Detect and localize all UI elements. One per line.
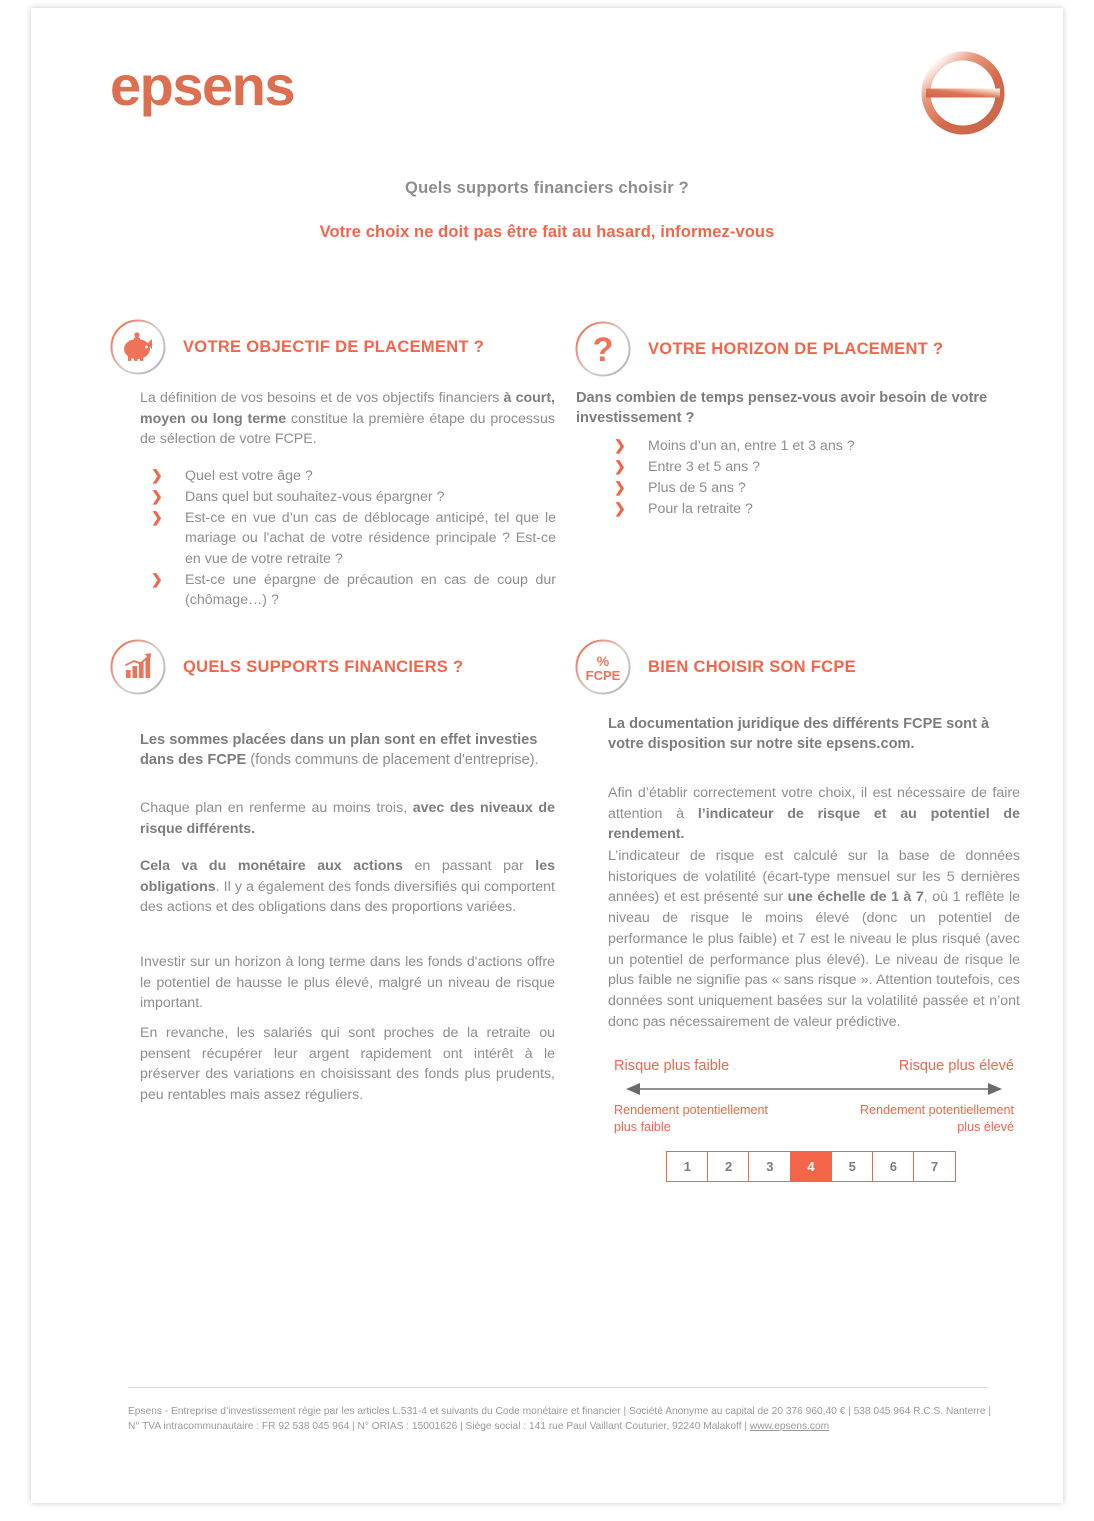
fcpe-p3-start: L’indicateur de risque est calculé sur la base de données historiques de volatilité (écart-type mensuel sur les 5 dernières années) et est présenté sur — [608, 848, 1020, 906]
section-title-objectif: VOTRE OBJECTIF DE PLACEMENT ? — [183, 337, 485, 356]
risk-level-4-selected[interactable]: 4 — [790, 1151, 833, 1182]
document-page — [31, 8, 1063, 1503]
supports-p3-bold2: les obligations — [140, 858, 555, 895]
supports-lead-text — [140, 730, 555, 771]
supports-p5-text: En revanche, les salariés qui sont proches de la retraite ou pensent récupérer leur argent rapidement ont intérêt à le préserver des variations en choisissant des fonds plus prudents, peu rentables mais assez réguliers. — [140, 1025, 555, 1104]
risk-scale-arrow-icon — [626, 1080, 1002, 1098]
piggy-bank-icon — [109, 318, 167, 376]
risk-sublabel-high: Rendement potentiellement plus élevé — [859, 1103, 1014, 1134]
list-item — [151, 487, 556, 507]
section-title-fcpe: BIEN CHOISIR SON FCPE — [648, 657, 856, 676]
risk-scale-widget — [614, 1058, 1014, 1182]
objectif-intro-after: constitue la première étape du processus de sélection de votre FCPE. — [140, 410, 556, 448]
objectif-intro-paragraph — [140, 388, 555, 450]
supports-p4-text: Investir sur un horizon à long terme dans les fonds d'actions offre le potentiel de hausse le plus élevé, malgré un niveau de risque important. — [140, 954, 555, 1012]
chevron-right-icon: ❯ — [151, 570, 163, 587]
fcpe-paragraph-3 — [608, 846, 1020, 1033]
section-title-horizon: VOTRE HORIZON DE PLACEMENT ? — [648, 339, 944, 358]
supports-lead-rest: (fonds communs de placement d'entreprise). — [246, 752, 539, 769]
section-header-objectif — [109, 318, 484, 376]
supports-paragraph-2 — [140, 798, 555, 839]
svg-text:%: % — [596, 653, 610, 669]
objectif-intro-before: La définition de vos besoins et de vos objectifs financiers — [140, 390, 504, 406]
svg-text:?: ? — [592, 331, 614, 369]
supports-paragraph-4 — [140, 952, 555, 1014]
horizon-lead-text: Dans combien de temps pensez-vous avoir besoin de votre investissement ? — [576, 390, 988, 427]
list-item-label: Entre 3 et 5 ans ? — [648, 459, 760, 476]
list-item-label: Moins d’un an, entre 1 et 3 ans ? — [648, 438, 855, 454]
fcpe-p2-start: Afin d’établir correctement votre choix, il est nécessaire de faire attention à — [608, 785, 1020, 822]
supports-p3-bold1: Cela va du monétaire aux actions — [140, 858, 403, 874]
fcpe-p2-bold: l’indicateur de risque et au potentiel de rendement. — [608, 805, 1020, 843]
chevron-right-icon: ❯ — [614, 437, 626, 453]
footer-legal-text — [128, 1404, 996, 1435]
question-mark-icon — [574, 320, 632, 378]
list-item — [614, 457, 994, 477]
risk-level-2[interactable]: 2 — [707, 1151, 750, 1182]
page-subtitle: Votre choix ne doit pas être fait au hasard, informez-vous — [319, 223, 775, 241]
bar-chart-growth-icon — [109, 638, 167, 696]
risk-level-6[interactable]: 6 — [872, 1151, 915, 1182]
chevron-right-icon: ❯ — [614, 458, 626, 475]
horizon-question-list — [614, 436, 994, 521]
objectif-question-list — [151, 466, 556, 611]
section-header-horizon — [574, 320, 943, 378]
footer-divider — [128, 1387, 988, 1388]
risk-label-low: Risque plus faible — [614, 1058, 730, 1074]
risk-level-1[interactable]: 1 — [666, 1151, 709, 1182]
objectif-intro-bold: à court, moyen ou long terme — [140, 390, 555, 427]
list-item — [151, 570, 556, 610]
chevron-right-icon: ❯ — [614, 500, 626, 517]
risk-scale-top-labels — [614, 1058, 1014, 1074]
list-item-label: Plus de 5 ans ? — [648, 480, 746, 497]
supports-p2-start: Chaque plan en renferme au moins trois, — [140, 800, 413, 816]
risk-sublabel-low: Rendement potentiellement plus faible — [614, 1103, 769, 1134]
chevron-right-icon: ❯ — [151, 488, 163, 505]
fcpe-p3-rest: , où 1 reflète le niveau de risque le moins élevé (donc un potentiel de performance le plus faible) et 7 est le niveau le plus risqué (avec un potentiel de performance plus élevé). Le niveau de risque le plus faible ne signifie pas « sans risque ». Attention toutefois, ces données sont uniquement basées sur la volatilité passée et n’ont donc pas nécessairement de valeur prédictive. — [608, 889, 1020, 1030]
risk-label-high: Risque plus élevé — [898, 1058, 1014, 1074]
epsens-logo-wordmark: epsens — [110, 54, 294, 117]
chevron-right-icon: ❯ — [151, 467, 163, 483]
chevron-right-icon: ❯ — [614, 479, 626, 496]
fcpe-lead-text: La documentation juridique des différents FCPE sont à votre disposition sur notre site epsens.com. — [608, 716, 990, 753]
risk-level-3[interactable]: 3 — [748, 1151, 791, 1182]
supports-p2-bold: avec des niveaux de risque différents. — [140, 800, 555, 837]
section-title-supports: QUELS SUPPORTS FINANCIERS ? — [183, 657, 464, 676]
list-item-label: Quel est votre âge ? — [185, 468, 313, 484]
list-item-label: Est-ce en vue d’un cas de déblocage anticipé, tel que le mariage ou l'achat de votre résidence principale ? Est-ce en vue de votre retraite ? — [185, 510, 556, 567]
fcpe-p3-bold: une échelle de 1 à 7 — [787, 889, 924, 906]
svg-text:FCPE: FCPE — [585, 668, 621, 683]
list-item-label: Pour la retraite ? — [648, 501, 753, 518]
supports-paragraph-3 — [140, 856, 555, 918]
footer-line-2: 045 964 R.C.S. Nanterre | N° TVA intracommunautaire : FR 92 538 045 964 | N° ORIAS : 15001626 | Siège social : 141 rue Paul Vaillant Couturier, 92240 Malakoff | — [128, 1406, 992, 1433]
epsens-e-logo-icon — [908, 38, 1018, 148]
fcpe-paragraph-2 — [608, 783, 1020, 845]
list-item — [151, 466, 556, 486]
chevron-right-icon: ❯ — [151, 509, 163, 526]
footer-website-link[interactable]: www.epsens.com — [749, 1421, 830, 1433]
section-header-supports — [109, 638, 463, 696]
page-title: Quels supports financiers choisir ? — [405, 179, 689, 197]
list-item-label: Est-ce une épargne de précaution en cas de coup dur (chômage…) ? — [185, 571, 556, 608]
list-item — [614, 499, 994, 519]
supports-lead-bold: Les sommes placées dans un plan sont en effet investies dans des FCPE — [140, 732, 538, 769]
list-item — [614, 478, 994, 498]
percent-fcpe-icon — [574, 638, 632, 696]
supports-p3-rest: . Il y a également des fonds diversifiés qui comportent des actions et des obligations dans des proportions variées. — [140, 878, 555, 916]
list-item — [614, 436, 994, 456]
supports-p3-mid: en passant par — [402, 858, 536, 874]
list-item-label: Dans quel but souhaitez-vous épargner ? — [185, 489, 445, 506]
footer-line-1: Epsens - Entreprise d’investissement régie par les articles L.531-4 et suivants du Code monétaire et financier | Société Anonyme au capital de 20 376 960,40 € | 538 — [128, 1406, 871, 1417]
section-header-fcpe — [574, 638, 856, 696]
supports-paragraph-5 — [140, 1023, 555, 1106]
risk-scale-sub-labels — [614, 1102, 1014, 1135]
risk-level-7[interactable]: 7 — [913, 1151, 956, 1182]
risk-level-5[interactable]: 5 — [831, 1151, 874, 1182]
risk-scale-levels — [666, 1151, 956, 1182]
list-item — [151, 508, 556, 568]
